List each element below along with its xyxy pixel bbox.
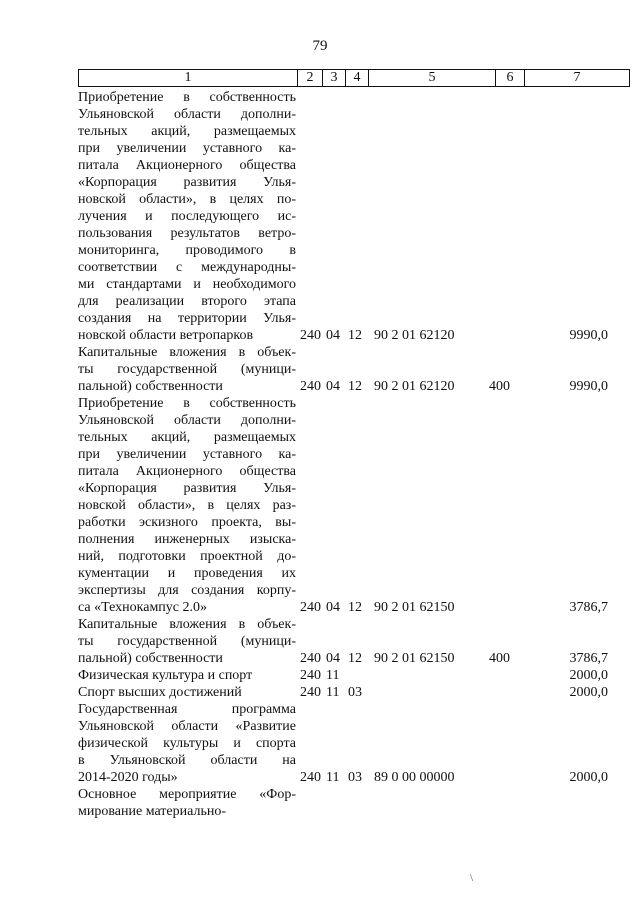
row-amount: 3786,7 xyxy=(569,600,608,615)
table-row xyxy=(78,89,608,344)
description-line: лучения и последующего ис- xyxy=(78,209,296,224)
row-description xyxy=(78,684,296,701)
description-line: Спорт высших достижений xyxy=(78,685,242,700)
row-admin-code: 240 xyxy=(300,770,321,785)
row-admin-code: 240 xyxy=(300,328,321,343)
table-row xyxy=(78,701,608,786)
header-col-1: 1 xyxy=(79,70,298,87)
header-col-6: 6 xyxy=(496,70,525,87)
description-line: новской области ветропарков xyxy=(78,328,254,343)
row-amount: 2000,0 xyxy=(569,770,608,785)
row-target-article: 90 2 01 62150 xyxy=(374,600,455,615)
description-line: физической культуры и спорта xyxy=(78,736,296,751)
description-line: ний, подготовки проектной до- xyxy=(78,549,296,564)
description-line: са «Технокампус 2.0» xyxy=(78,600,208,615)
header-col-2: 2 xyxy=(298,70,323,87)
row-subsection: 03 xyxy=(348,770,362,785)
description-line: новской области», в целях по- xyxy=(78,192,296,207)
row-target-article: 90 2 01 62150 xyxy=(374,651,455,666)
row-amount: 2000,0 xyxy=(569,668,608,683)
row-section: 04 xyxy=(326,379,340,394)
row-expense-type: 400 xyxy=(489,651,510,666)
row-expense-type: 400 xyxy=(489,379,510,394)
description-line: «Корпорация развития Улья- xyxy=(78,175,296,190)
row-description xyxy=(78,786,296,820)
row-admin-code: 240 xyxy=(300,685,321,700)
row-section: 11 xyxy=(326,668,340,683)
row-subsection: 12 xyxy=(348,651,362,666)
description-line: пользования результатов ветро- xyxy=(78,226,296,241)
row-section: 11 xyxy=(326,685,340,700)
description-line: полнения инженерных изыска- xyxy=(78,532,296,547)
description-line: пальной) собственности xyxy=(78,379,223,394)
table-header xyxy=(78,69,630,87)
description-line: 2014-2020 годы» xyxy=(78,770,178,785)
row-admin-code: 240 xyxy=(300,600,321,615)
table-row xyxy=(78,395,608,616)
description-line: Ульяновской области дополни- xyxy=(78,107,296,122)
header-col-3: 3 xyxy=(323,70,346,87)
description-line: для реализации второго этапа xyxy=(78,294,296,309)
row-admin-code: 240 xyxy=(300,668,321,683)
row-description xyxy=(78,395,296,616)
description-line: Ульяновской области «Развитие xyxy=(78,719,296,734)
row-description xyxy=(78,667,296,684)
row-amount: 2000,0 xyxy=(569,685,608,700)
description-line: ты государственной (муници- xyxy=(78,362,296,377)
table-row xyxy=(78,616,608,667)
row-target-article: 89 0 00 00000 xyxy=(374,770,455,785)
description-line: новской области», в целях раз- xyxy=(78,498,296,513)
row-description xyxy=(78,701,296,786)
description-line: Капитальные вложения в объек- xyxy=(78,617,296,632)
row-section: 11 xyxy=(326,770,340,785)
scan-mark: \ xyxy=(470,872,474,884)
row-target-article: 90 2 01 62120 xyxy=(374,379,455,394)
row-subsection: 12 xyxy=(348,328,362,343)
row-amount: 3786,7 xyxy=(569,651,608,666)
description-line: Приобретение в собственность xyxy=(78,90,296,105)
row-amount: 9990,0 xyxy=(569,328,608,343)
row-description xyxy=(78,89,296,344)
description-line: Приобретение в собственность xyxy=(78,396,296,411)
description-line: тельных акций, размещаемых xyxy=(78,430,296,445)
description-line: при увеличении уставного ка- xyxy=(78,447,296,462)
budget-table-body xyxy=(78,89,608,820)
table-row xyxy=(78,786,608,820)
table-row xyxy=(78,684,608,701)
table-row xyxy=(78,667,608,684)
description-line: мирование материально- xyxy=(78,804,226,819)
description-line: «Корпорация развития Улья- xyxy=(78,481,296,496)
description-line: Государственная программа xyxy=(78,702,296,717)
description-line: работки эскизного проекта, вы- xyxy=(78,515,296,530)
description-line: ми стандартами и необходимого xyxy=(78,277,296,292)
description-line: Ульяновской области дополни- xyxy=(78,413,296,428)
row-amount: 9990,0 xyxy=(569,379,608,394)
description-line: питала Акционерного общества xyxy=(78,158,296,173)
description-line: создания на территории Улья- xyxy=(78,311,296,326)
description-line: при увеличении уставного ка- xyxy=(78,141,296,156)
row-admin-code: 240 xyxy=(300,379,321,394)
header-col-7: 7 xyxy=(525,70,630,87)
description-line: экспертизы для создания корпу- xyxy=(78,583,296,598)
description-line: в Ульяновской области на xyxy=(78,753,296,768)
row-subsection: 03 xyxy=(348,685,362,700)
header-col-5: 5 xyxy=(369,70,496,87)
description-line: Капитальные вложения в объек- xyxy=(78,345,296,360)
description-line: Основное мероприятие «Фор- xyxy=(78,787,296,802)
description-line: питала Акционерного общества xyxy=(78,464,296,479)
description-line: пальной) собственности xyxy=(78,651,223,666)
row-description xyxy=(78,616,296,667)
description-line: тельных акций, размещаемых xyxy=(78,124,296,139)
description-line: соответствии с международны- xyxy=(78,260,296,275)
table-row xyxy=(78,344,608,395)
row-subsection: 12 xyxy=(348,379,362,394)
row-subsection: 12 xyxy=(348,600,362,615)
description-line: ты государственной (муници- xyxy=(78,634,296,649)
row-target-article: 90 2 01 62120 xyxy=(374,328,455,343)
header-col-4: 4 xyxy=(346,70,369,87)
description-line: Физическая культура и спорт xyxy=(78,668,253,683)
description-line: мониторинга, проводимого в xyxy=(78,243,296,258)
row-admin-code: 240 xyxy=(300,651,321,666)
row-description xyxy=(78,344,296,395)
description-line: кументации и проведения их xyxy=(78,566,296,581)
row-section: 04 xyxy=(326,651,340,666)
page-number: 79 xyxy=(312,38,328,54)
row-section: 04 xyxy=(326,328,340,343)
row-section: 04 xyxy=(326,600,340,615)
